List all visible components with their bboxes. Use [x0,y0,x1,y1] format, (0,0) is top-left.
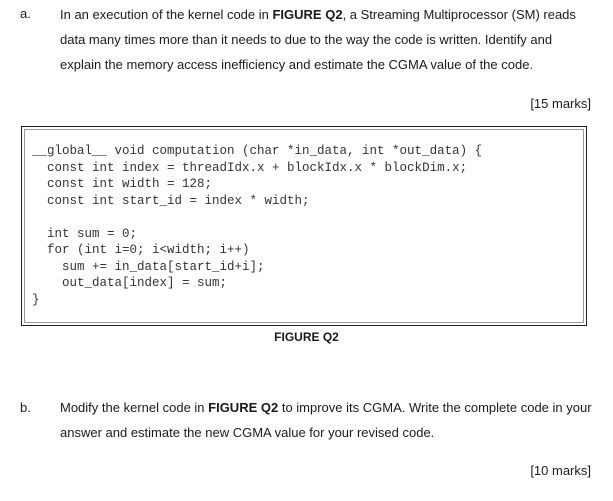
code-line: out_data[index] = sum; [32,276,228,290]
question-b-text: Modify the kernel code in FIGURE Q2 to improve its CGMA. Write the complete code in your answer and estimate the new CGMA value for your revised code. [60,400,592,440]
code-line: for (int i=0; i<width; i++) [32,243,250,257]
code-line: const int start_id = index * width; [32,193,310,208]
question-a-marks: [15 marks] [530,96,591,111]
kernel-code [32,143,482,308]
code-line: sum += in_data[start_id+i]; [32,259,265,274]
code-line: const int index = threadIdx.x + blockIdx.x * blockDim.x; [32,160,468,175]
question-b-marks: [10 marks] [530,463,591,478]
figure-reference: FIGURE Q2 [208,400,279,415]
code-box [21,126,587,326]
question-b-label: b. [20,400,31,415]
figure-caption: FIGURE Q2 [274,330,339,344]
figure-reference: FIGURE Q2 [272,7,343,22]
question-a-text: In an execution of the kernel code in FIGURE Q2, a Streaming Multiprocessor (SM) reads data many times more than it needs to due to the way the code is written. Identify and explain the memory access inefficiency and estimate the CGMA value of the code. [60,7,576,72]
question-a-label: a. [20,6,31,21]
code-line: const int width = 128; [32,177,213,191]
code-line: int sum = 0; [32,226,138,241]
code-line: __global__ void computation (char *in_data, int *out_data) { [32,144,483,158]
code-line: } [32,292,40,307]
